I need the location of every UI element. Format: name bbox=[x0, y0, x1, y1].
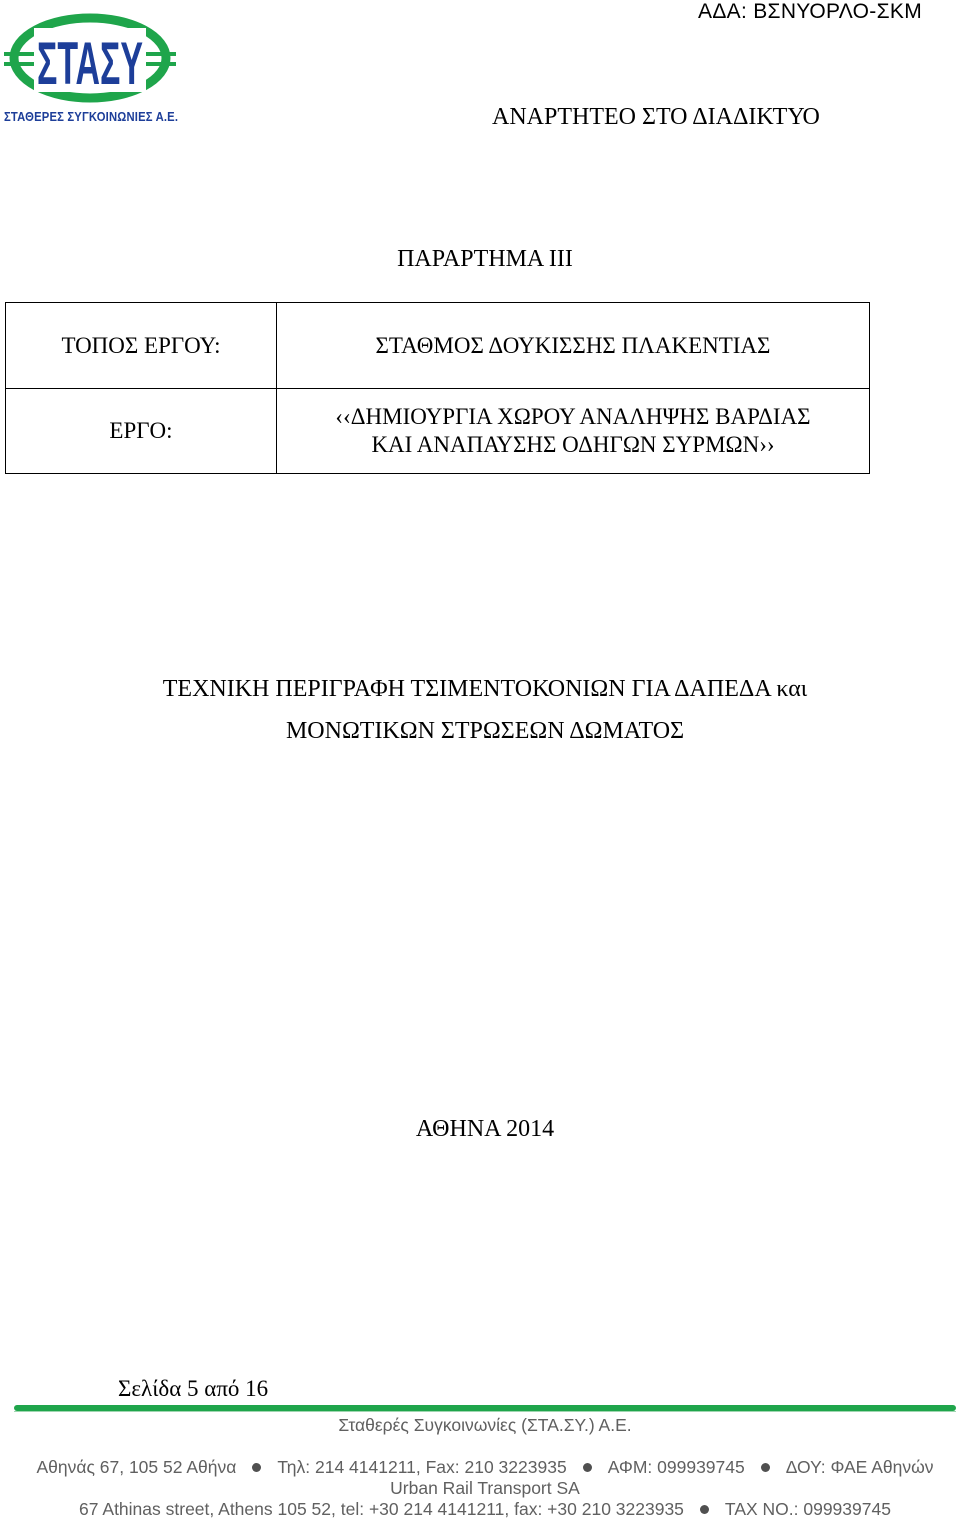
project-name-label: ΕΡΓΟ: bbox=[6, 389, 277, 474]
project-name-line-1: ‹‹ΔΗΜΙΟΥΡΓΙΑ ΧΩΡΟΥ ΑΝΑΛΗΨΗΣ ΒΑΡΔΙΑΣ bbox=[335, 404, 811, 429]
bullet-icon bbox=[761, 1463, 770, 1472]
place-year: ΑΘΗΝΑ 2014 bbox=[415, 1116, 555, 1142]
svg-text:ΣΤΑΣΥ: ΣΤΑΣΥ bbox=[37, 30, 143, 97]
footer-company-gr: Σταθερές Συγκοινωνίες (ΣΤΑ.ΣΥ.) Α.Ε. bbox=[338, 1415, 632, 1435]
technical-title-line-1: ΤΕΧΝΙΚΗ ΠΕΡΙΓΡΑΦΗ ΤΣΙΜΕΝΤΟΚΟΝΙΩΝ ΓΙΑ ΔΑΠΕΔΑ και bbox=[162, 676, 808, 702]
page-number: Σελίδα 5 από 16 bbox=[118, 1376, 269, 1401]
footer-phone-gr: Τηλ: 214 4141211, Fax: 210 3223935 bbox=[277, 1457, 567, 1477]
table-row bbox=[6, 389, 870, 474]
footer-divider bbox=[14, 1405, 956, 1411]
project-location-value: ΣΤΑΘΜΟΣ ΔΟΥΚΙΣΣΗΣ ΠΛΑΚΕΝΤΙΑΣ bbox=[277, 303, 870, 389]
footer-address-gr: Αθηνάς 67, 105 52 Αθήνα bbox=[36, 1457, 237, 1477]
bullet-icon bbox=[252, 1463, 261, 1472]
technical-title-line-2: ΜΟΝΩΤΙΚΩΝ ΣΤΡΩΣΕΩΝ ΔΩΜΑΤΟΣ bbox=[285, 718, 685, 744]
bullet-icon bbox=[700, 1505, 709, 1514]
footer-tax-office-gr: ΔΟΥ: ΦΑΕ Αθηνών bbox=[785, 1457, 934, 1477]
technical-description-title bbox=[0, 668, 970, 752]
bullet-icon bbox=[583, 1463, 592, 1472]
table-row bbox=[6, 303, 870, 389]
publish-note: ΑΝΑΡΤΗΤΕΟ ΣΤΟ ΔΙΑΔΙΚΤΥΟ bbox=[492, 104, 820, 130]
project-location-label: ΤΟΠΟΣ ΕΡΓΟΥ: bbox=[6, 303, 277, 389]
footer-contact-gr bbox=[0, 1457, 970, 1478]
project-name-line-2: ΚΑΙ ΑΝΑΠΑΥΣΗΣ ΟΔΗΓΩΝ ΣΥΡΜΩΝ›› bbox=[371, 432, 775, 457]
logo-caption: ΣΤΑΘΕΡΕΣ ΣΥΓΚΟΙΝΩΝΙΕΣ Α.Ε. bbox=[4, 110, 179, 124]
annex-title: ΠΑΡΑΡΤΗΜΑ ΙΙΙ bbox=[397, 246, 573, 272]
footer-address-en: 67 Athinas street, Athens 105 52, tel: +30 214 4141211, fax: +30 210 3223935 bbox=[79, 1499, 684, 1519]
footer-tax-en: TAX NO.: 099939745 bbox=[724, 1499, 891, 1519]
project-info-table bbox=[5, 302, 870, 474]
footer-vat-gr: ΑΦΜ: 099939745 bbox=[607, 1457, 745, 1477]
footer-company-en: Urban Rail Transport SA bbox=[390, 1478, 580, 1498]
ada-code: ΑΔΑ: ΒΣΝΥΟΡΛΟ-ΣΚΜ bbox=[698, 0, 922, 23]
project-name-value bbox=[277, 389, 870, 474]
footer-contact-en bbox=[0, 1499, 970, 1520]
